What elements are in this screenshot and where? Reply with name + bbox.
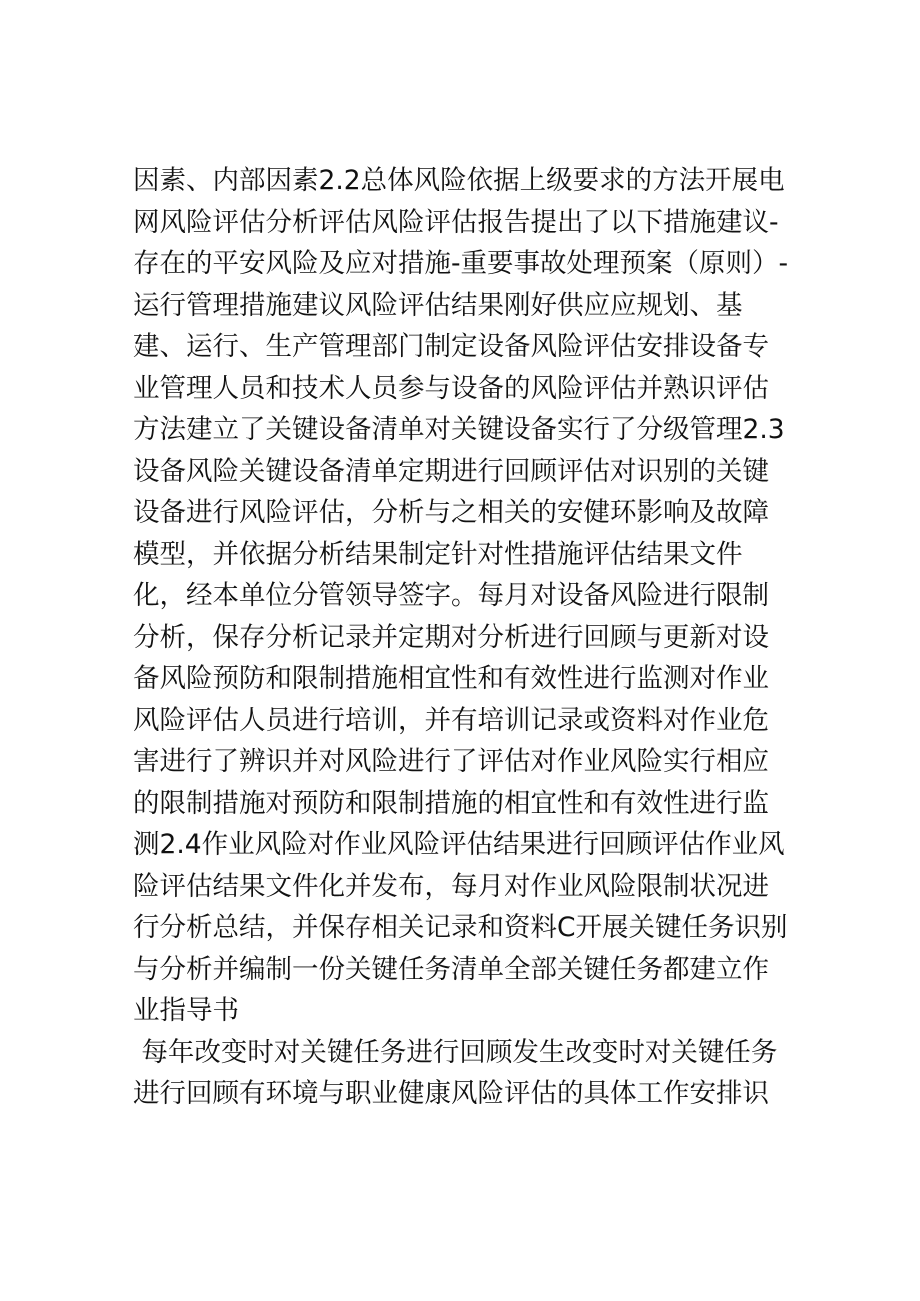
text-line: 建、运行、生产管理部门制定设备风险评估安排设备专 — [133, 331, 769, 362]
text-line: 网风险评估分析评估风险评估报告提出了以下措施建议- — [133, 206, 779, 238]
text-line: 化，经本单位分管领导签字。每月对设备风险进行限制 — [133, 580, 769, 611]
text-line: 每年改变时对关键任务进行回顾发生改变时对关键任务 — [133, 1036, 778, 1068]
text-line: 进行回顾有环境与职业健康风险评估的具体工作安排识 — [133, 1078, 769, 1109]
text-line: 模型，并依据分析结果制定针对性措施评估结果文件 — [133, 538, 743, 570]
text-line: 业管理人员和技术人员参与设备的风险评估并熟识评估 — [133, 372, 769, 404]
text-line: 分析，保存分析记录并定期对分析进行回顾与更新对设 — [133, 621, 769, 653]
text-line: 设备风险关键设备清单定期进行回顾评估对识别的关键 — [133, 455, 769, 487]
text-line: 行分析总结，并保存相关记录和资料C开展关键任务识别 — [133, 912, 788, 943]
text-line: 险评估结果文件化并发布，每月对作业风险限制状况进 — [133, 870, 769, 902]
text-line: 业指导书 — [133, 995, 239, 1026]
text-line: 备风险预防和限制措施相宜性和有效性进行监测对作业 — [133, 663, 769, 694]
text-line: 方法建立了关键设备清单对关键设备实行了分级管理2.3 — [133, 414, 785, 445]
body-text — [133, 160, 813, 1115]
text-line: 设备进行风险评估，分析与之相关的安健环影响及故障 — [133, 497, 769, 528]
text-line: 风险评估人员进行培训，并有培训记录或资料对作业危 — [133, 704, 769, 736]
text-line: 测2.4作业风险对作业风险评估结果进行回顾评估作业风 — [133, 829, 785, 860]
text-line: 存在的平安风险及应对措施-重要事故处理预案（原则）- — [133, 248, 789, 279]
text-line: 因素、内部因素2.2总体风险依据上级要求的方法开展电 — [133, 165, 785, 196]
text-line: 与分析并编制一份关键任务清单全部关键任务都建立作 — [133, 953, 769, 985]
text-line: 运行管理措施建议风险评估结果刚好供应应规划、基 — [133, 289, 743, 321]
text-line: 害进行了辨识并对风险进行了评估对作业风险实行相应 — [133, 746, 769, 777]
text-line: 的限制措施对预防和限制措施的相宜性和有效性进行监 — [133, 787, 769, 819]
